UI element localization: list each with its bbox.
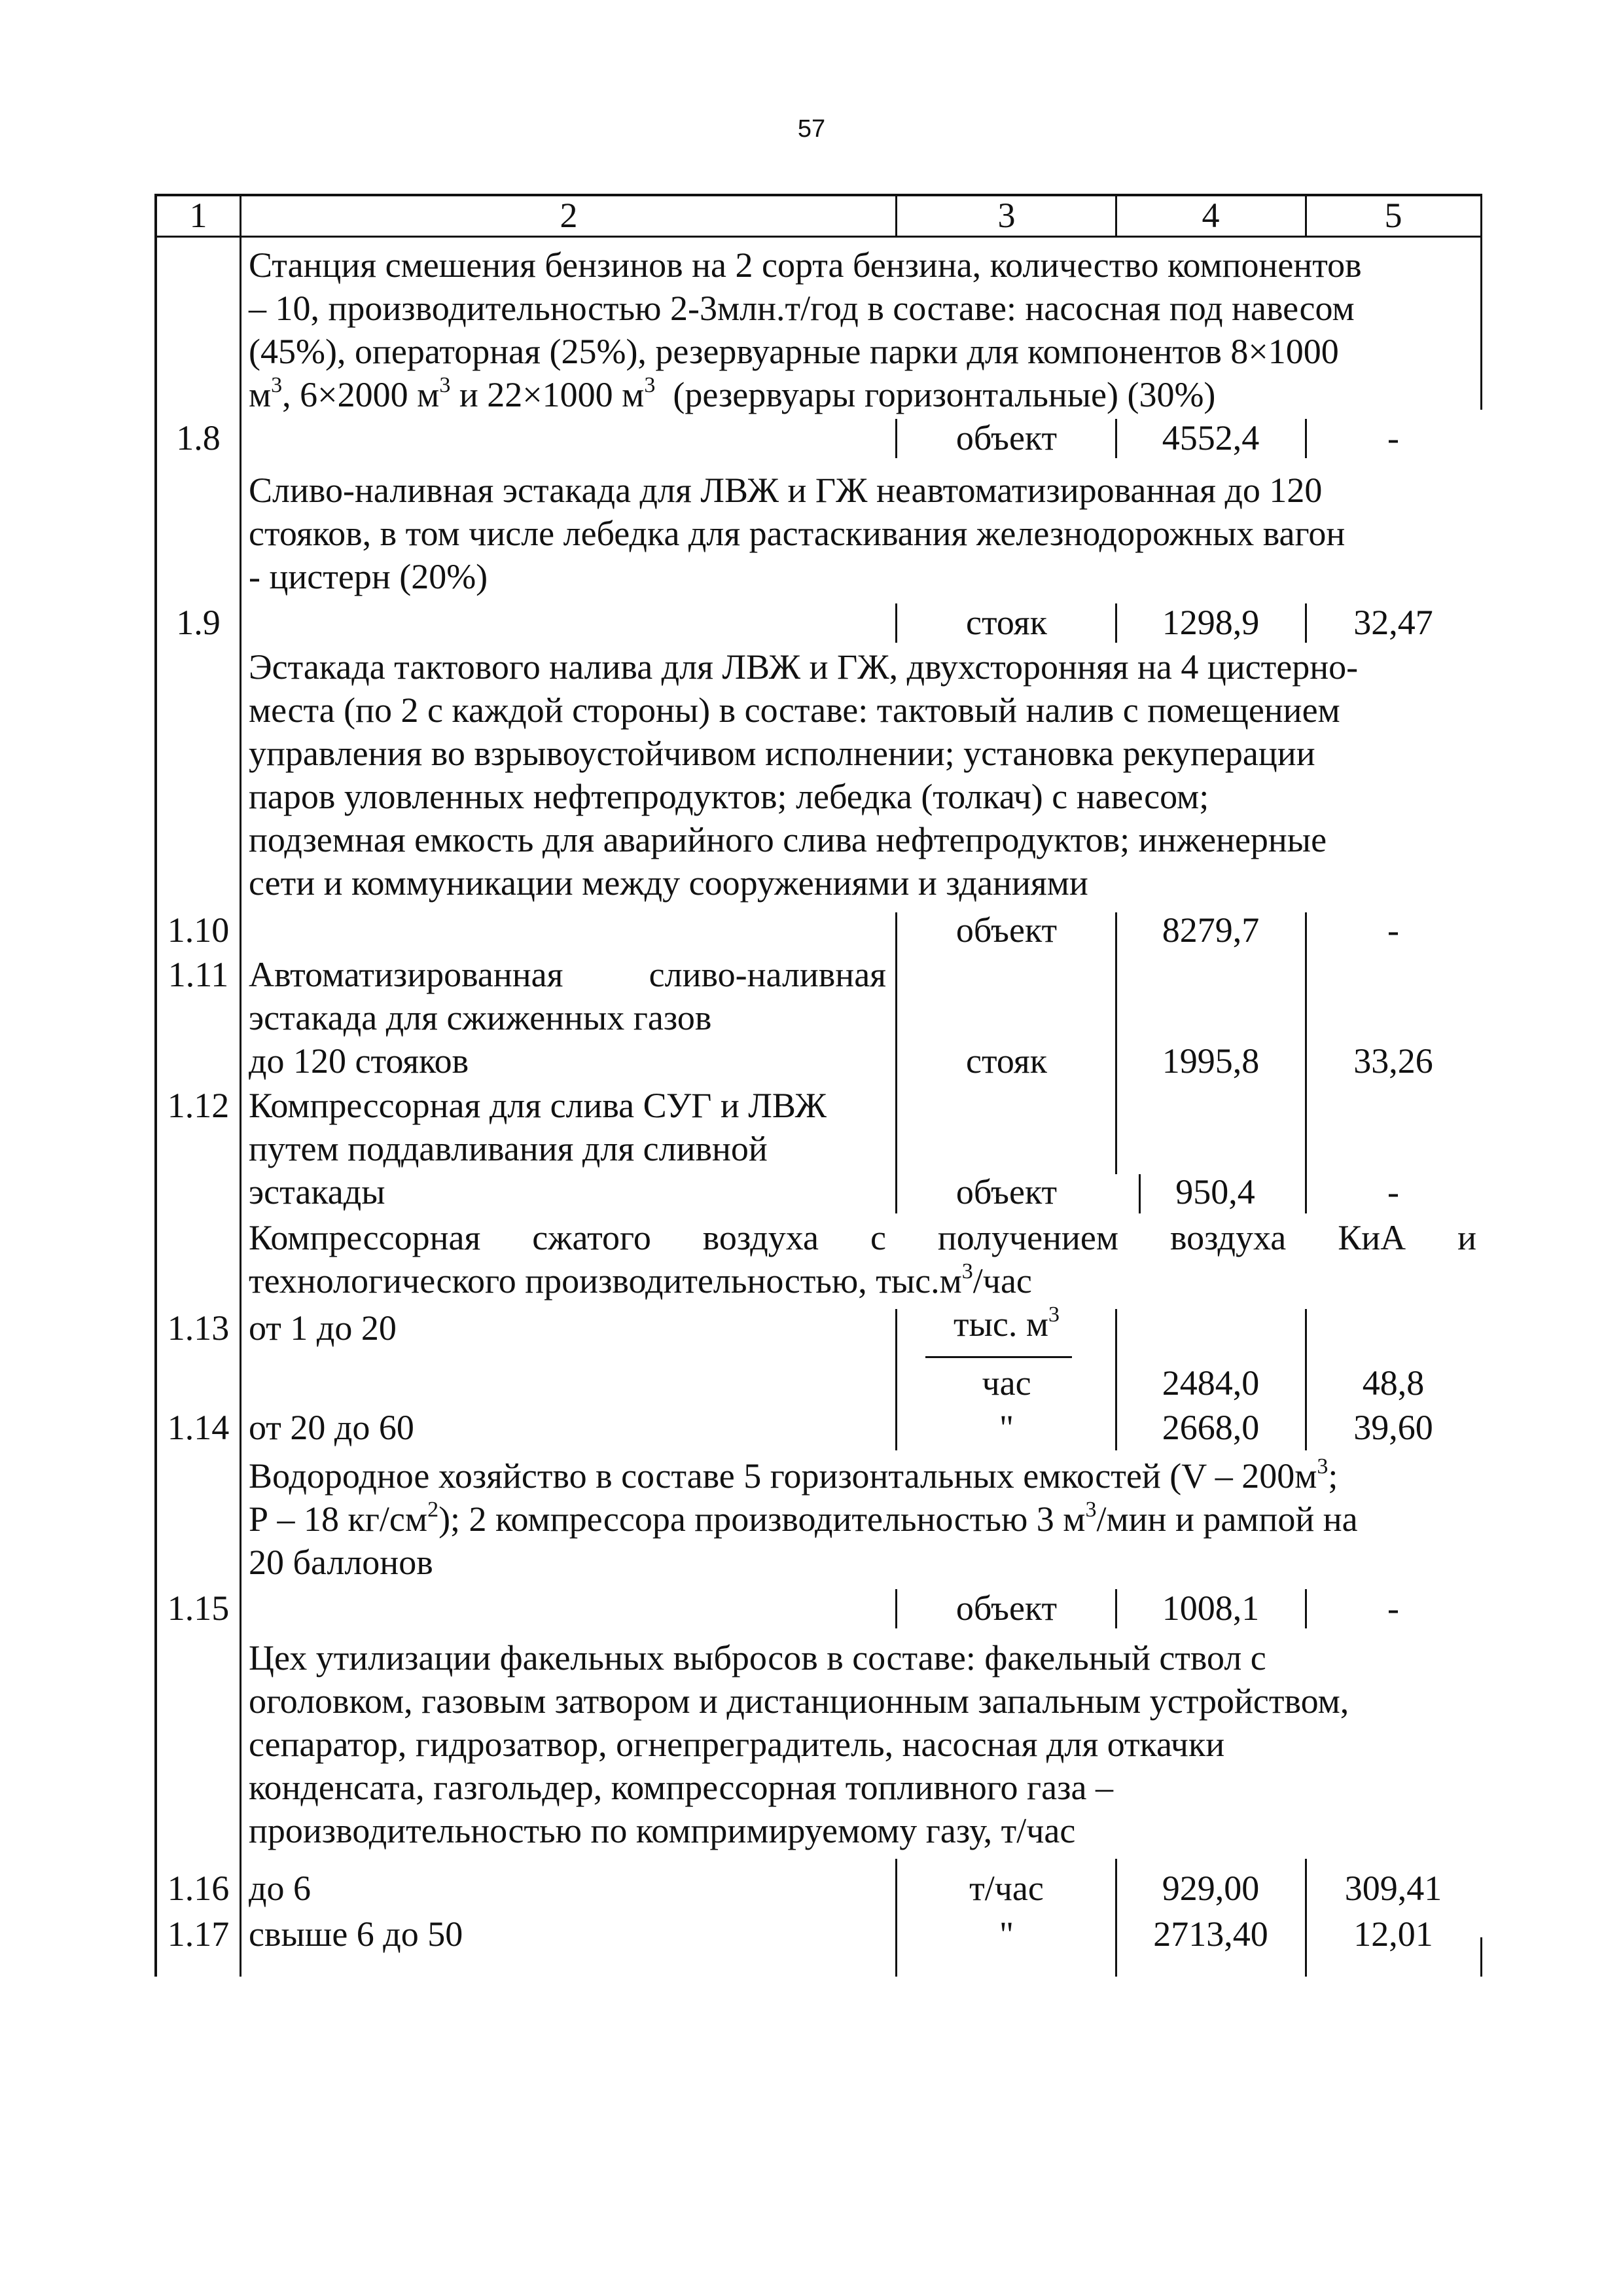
row-1-10-rate: - xyxy=(1387,910,1399,950)
row-1-13-rate: 48,8 xyxy=(1362,1363,1425,1403)
row-1-10-number: 1.10 xyxy=(167,910,230,950)
row-1-11-rate: 33,26 xyxy=(1353,1041,1433,1081)
row-1-8-number: 1.8 xyxy=(176,418,221,457)
row-1-13-unit-fraction-line xyxy=(925,1356,1072,1358)
row-1-8-desc-line: – 10, производительностью 2-3млн.т/год в составе: насосная под навесом xyxy=(249,289,1355,328)
row-1-15-desc-line: 20 баллонов xyxy=(249,1543,433,1582)
row-1-12-desc-line: эстакады xyxy=(249,1172,385,1211)
row-1-17-value: 2713,40 xyxy=(1153,1914,1268,1954)
row-1-15-number: 1.15 xyxy=(167,1588,230,1628)
row-1-10-desc-line: места (по 2 с каждой стороны) в составе: тактовый налив с помещением xyxy=(249,691,1340,730)
row-1-17-desc: свыше 6 до 50 xyxy=(249,1914,463,1954)
row-1-14-rate: 39,60 xyxy=(1353,1408,1433,1447)
header-col-1: 1 xyxy=(189,196,207,235)
row-1-10-desc-line: сети и коммуникации между сооружениями и зданиями xyxy=(249,863,1088,903)
row-1-15-desc-line: Водородное хозяйство в составе 5 горизонтальных емкостей ($V - 200м^3$; xyxy=(249,1454,1338,1496)
row-1-10-unit: объект xyxy=(955,910,1058,950)
row-1-16-header-line: производительностью по компримируемому газу, т/час xyxy=(249,1811,1076,1850)
row-1-12-number: 1.12 xyxy=(167,1086,230,1125)
row-1-16-number: 1.16 xyxy=(167,1869,230,1908)
row-1-10-desc-line: Эстакада тактового налива для ЛВЖ и ГЖ, двухсторонняя на 4 цистерно- xyxy=(249,647,1359,687)
word: КиА xyxy=(1338,1218,1406,1257)
col-border-right xyxy=(1480,194,1482,240)
page-number: 57 xyxy=(797,115,826,143)
row-1-8-desc-line: (45%), операторная (25%), резервуарные парки для компонентов 8×1000 xyxy=(249,332,1339,371)
row-1-11-unit: стояк xyxy=(966,1041,1047,1081)
row-1-13-header-line xyxy=(249,1216,1476,1259)
row-1-9-number: 1.9 xyxy=(176,603,221,642)
row-1-9-tick xyxy=(895,603,897,643)
row-1-16-desc: до 6 xyxy=(249,1869,311,1908)
row-1-16-rate: 309,41 xyxy=(1344,1869,1442,1908)
row-1-8-rate: - xyxy=(1387,418,1399,457)
col-border-2-3 xyxy=(895,1309,897,1450)
row-1-16-value: 929,00 xyxy=(1162,1869,1260,1908)
row-1-16-header-line: сепаратор, гидрозатвор, огнепреградитель, насосная для откачки xyxy=(249,1725,1225,1764)
header-col-3: 3 xyxy=(997,196,1016,235)
row-1-15-tick xyxy=(895,1589,897,1628)
row-1-13-number: 1.13 xyxy=(167,1308,230,1348)
row-1-13-desc: от 1 до 20 xyxy=(249,1308,397,1348)
row-1-17-rate: 12,01 xyxy=(1353,1914,1433,1954)
row-1-10-value: 8279,7 xyxy=(1162,910,1260,950)
row-1-14-number: 1.14 xyxy=(167,1408,230,1447)
row-1-11-desc-line: эстакада для сжиженных газов xyxy=(249,998,712,1037)
row-1-9-desc-line: - цистерн (20%) xyxy=(249,557,488,596)
word: с xyxy=(870,1218,886,1257)
col-border-right xyxy=(1480,1937,1482,1977)
word: воздуха xyxy=(702,1218,819,1257)
word: сжатого xyxy=(532,1218,651,1257)
row-1-15-desc-line: Р – 18 $кг/см^2$); 2 компрессора производительностью 3 $м^3$/мин и рампой на xyxy=(249,1498,1358,1539)
row-1-12-desc-line: Компрессорная для слива СУГ и ЛВЖ xyxy=(249,1086,827,1125)
row-1-12-desc-line: путем поддавливания для сливной xyxy=(249,1129,768,1168)
word: и xyxy=(1457,1218,1476,1257)
row-1-17-number: 1.17 xyxy=(167,1914,230,1954)
col-border-2-3 xyxy=(895,912,897,1213)
row-1-13-header-line: технологического производительностью, $тыс.м^3$/час xyxy=(249,1259,1032,1300)
row-1-11-number: 1.11 xyxy=(168,955,229,994)
row-1-8-tick xyxy=(895,419,897,458)
row-1-13-value: 2484,0 xyxy=(1162,1363,1260,1403)
row-1-11-value: 1995,8 xyxy=(1162,1041,1260,1081)
row-1-12-rate: - xyxy=(1387,1172,1399,1211)
row-1-10-desc-line: паров уловленных нефтепродуктов; лебедка (толкач) с навесом; xyxy=(249,777,1209,816)
row-1-16-unit: т/час xyxy=(969,1869,1044,1908)
row-1-10-desc-line: подземная емкость для аварийного слива нефтепродуктов; инженерные xyxy=(249,820,1327,859)
word: получением xyxy=(937,1218,1119,1257)
row-1-10-desc-line: управления во взрывоустойчивом исполнении; установка рекуперации xyxy=(249,734,1315,773)
col-border-2-3-head xyxy=(895,194,897,237)
row-1-8-value: 4552,4 xyxy=(1162,418,1260,457)
row-1-12-value: 950,4 xyxy=(1175,1172,1255,1211)
row-1-8-desc-line: Станция смешения бензинов на 2 сорта бензина, количество компонентов xyxy=(249,245,1362,285)
row-1-16-header-line: оголовком, газовым затвором и дистанционным запальным устройством, xyxy=(249,1681,1349,1721)
col-border-right-row18 xyxy=(1480,240,1482,410)
row-1-14-unit: " xyxy=(999,1408,1014,1447)
row-1-15-unit: объект xyxy=(955,1588,1058,1628)
row-1-14-value: 2668,0 xyxy=(1162,1408,1260,1447)
row-1-15-value: 1008,1 xyxy=(1162,1588,1260,1628)
row-1-13-unit-bottom: час xyxy=(982,1363,1031,1403)
header-col-5: 5 xyxy=(1384,196,1402,235)
row-1-9-rate: 32,47 xyxy=(1353,603,1433,642)
row-1-17-unit: " xyxy=(999,1914,1014,1954)
col-border-2-3 xyxy=(895,1859,897,1977)
col-border-1-2 xyxy=(240,194,241,1977)
row-1-16-header-line: Цех утилизации факельных выбросов в составе: факельный ствол с xyxy=(249,1638,1266,1677)
word: воздуха xyxy=(1170,1218,1287,1257)
row-1-16-header-line: конденсата, газгольдер, компрессорная топливного газа – xyxy=(249,1768,1113,1807)
row-1-15-rate: - xyxy=(1387,1588,1399,1628)
header-col-4: 4 xyxy=(1202,196,1220,235)
header-col-2: 2 xyxy=(560,196,578,235)
row-1-11-desc-line: до 120 стояков xyxy=(249,1041,469,1081)
row-1-11-desc-line: Автоматизированная сливо-наливная xyxy=(249,955,886,994)
row-1-12-unit: объект xyxy=(955,1172,1058,1211)
word: Компрессорная xyxy=(249,1218,481,1257)
row-1-8-unit: объект xyxy=(955,418,1058,457)
row-1-9-unit: стояк xyxy=(966,603,1047,642)
row-1-9-desc-line: стояков, в том числе лебедка для растаскивания железнодорожных вагон xyxy=(249,514,1346,553)
row-1-14-desc: от 20 до 60 xyxy=(249,1408,414,1447)
row-1-9-desc-line: Сливо-наливная эстакада для ЛВЖ и ГЖ неавтоматизированная до 120 xyxy=(249,471,1323,510)
row-1-9-value: 1298,9 xyxy=(1162,603,1260,642)
row-1-13-unit-top: тыс. $м^3$ xyxy=(953,1302,1060,1344)
row-1-8-desc-line: $м^3$, 6×2000 $м^3$ и 22×1000 $м^3$ (резервуары горизонтальные) (30%) xyxy=(249,373,1216,414)
